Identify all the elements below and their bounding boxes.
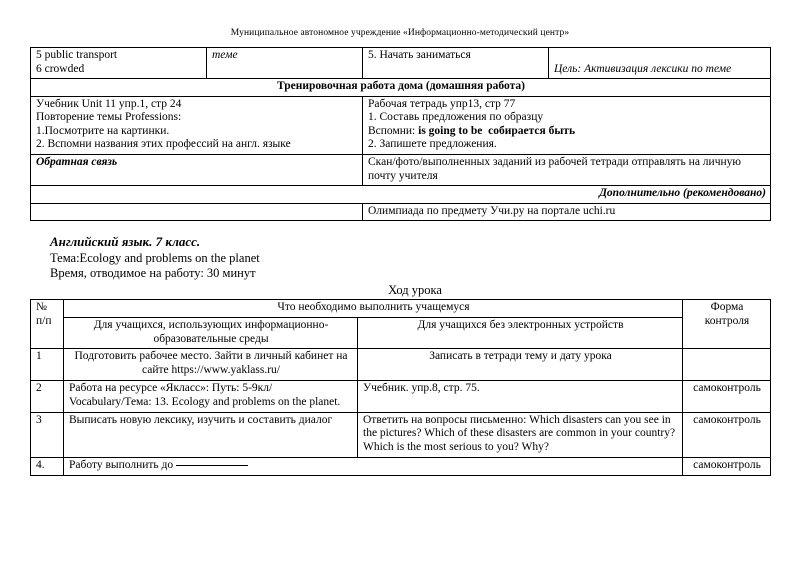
row-number: 1 (31, 349, 64, 381)
column-header-control (683, 300, 771, 349)
nondigital-task-line-3: Which is the most serious to you? Why? (363, 441, 549, 454)
table-row (31, 186, 771, 204)
digital-header-line-1: Для учащихся, использующих информационно- (93, 318, 329, 331)
feedback-label: Обратная связь (31, 154, 363, 185)
control-cell: самоконтроль (683, 412, 771, 457)
goal-cell (549, 48, 771, 79)
row-number: 2 (31, 381, 64, 413)
number-header-line-2: п/п (36, 314, 52, 327)
subcolumn-header-nondigital: Для учащихся без электронных устройств (358, 317, 683, 349)
textbook-task-cell (31, 96, 363, 154)
table-row (31, 458, 771, 476)
nondigital-task-line-1: Записать в тетради тему и дату урока (429, 350, 612, 363)
subject-and-grade: Английский язык. 7 класс. (50, 234, 201, 250)
goal-text: Цель: Активизация лексики по теме (554, 62, 732, 75)
lesson-info-block (30, 234, 770, 282)
column-header-tasks: Что необходимо выполнить учащемуся (64, 300, 683, 318)
nondigital-task-cell (358, 349, 683, 381)
nondigital-task-cell (358, 381, 683, 413)
lesson-duration: Время, отводимое на работу: 30 минут (50, 266, 256, 281)
nondigital-task-line-2: the pictures? Which of these disasters are common in your country? (363, 427, 676, 440)
nondigital-task-line-1: Ответить на вопросы письменно: Which disasters can you see in (363, 413, 671, 426)
theme-cell: теме (207, 48, 363, 79)
task-5-cell: 5. Начать заниматься (363, 48, 549, 79)
lesson-flow-title: Ход урока (388, 283, 442, 298)
textbook-ref: Учебник Unit 11 упр.1, стр 24 (36, 97, 182, 110)
grammar-hint (368, 125, 766, 139)
feedback-instructions-cell (363, 154, 771, 185)
table-subheader-row (31, 317, 771, 349)
workbook-instruction-2: 2. Запишете предложения. (368, 138, 497, 151)
digital-task-line-2: Vocabulary/Тема: 13. Ecology and problems on the planet. (69, 395, 341, 408)
nondigital-task-cell (358, 412, 683, 457)
row-number: 4. (31, 458, 64, 476)
control-cell: самоконтроль (683, 458, 771, 476)
organization-header: Муниципальное автономное учреждение «Информационно-методический центр» (230, 28, 570, 38)
table-row (31, 96, 771, 154)
digital-header-line-2: образовательные среды (153, 332, 269, 345)
digital-task-line-2: сайте https://www.yaklass.ru/ (141, 364, 280, 377)
subcolumn-header-digital (64, 317, 358, 349)
homework-table (30, 47, 771, 221)
digital-task-cell (64, 349, 358, 381)
control-header-line-1: Форма (710, 301, 744, 314)
column-header-number (31, 300, 64, 349)
control-header-line-2: контроля (704, 314, 750, 327)
digital-task-line-1: Работа на ресурсе «Якласс»: Путь: 5-9кл/ (69, 382, 273, 395)
table-row (31, 203, 771, 221)
feedback-line-1: Скан/фото/выполненных заданий из рабочей тетради отправлять на личную (368, 155, 741, 168)
workbook-instruction-1: 1. Составь предложения по образцу (368, 111, 544, 124)
grammar-hint-russian: собирается быть (488, 124, 576, 137)
grammar-hint-english: is going to be (418, 124, 483, 137)
deadline-label: Работу выполнить до (69, 459, 174, 472)
vocab-word-5: 5 public transport (36, 49, 118, 61)
table-row (31, 349, 771, 381)
row-number: 3 (31, 412, 64, 457)
table-row (31, 381, 771, 413)
nondigital-task-line-1: Учебник. упр.8, стр. 75. (363, 382, 480, 395)
control-cell (683, 349, 771, 381)
empty-cell (31, 203, 363, 221)
additional-recommended-label: Дополнительно (рекомендовано) (31, 186, 771, 204)
workbook-ref: Рабочая тетрадь упр13, стр 77 (368, 97, 516, 110)
grammar-hint-prefix: Вспомни: (368, 124, 419, 137)
deadline-cell (64, 458, 683, 476)
deadline-blank-field[interactable] (176, 465, 248, 466)
number-header-line-1: № (36, 301, 47, 314)
digital-task-line-1: Выписать новую лексику, изучить и составить диалог (69, 413, 333, 426)
table-header-row (31, 300, 771, 318)
table-row (31, 154, 771, 185)
table-row (31, 79, 771, 97)
feedback-line-2: почту учителя (368, 169, 438, 182)
lesson-topic: Тема:Ecology and problems on the planet (50, 250, 260, 265)
table-row (31, 48, 771, 79)
digital-task-line-1: Подготовить рабочее место. Зайти в личный кабинет на (74, 350, 348, 363)
digital-task-cell (64, 412, 358, 457)
olympiad-cell: Олимпиада по предмету Учи.ру на портале uchi.ru (363, 203, 771, 221)
control-cell: самоконтроль (683, 381, 771, 413)
home-training-banner: Тренировочная работа дома (домашняя работа) (31, 79, 771, 97)
instruction-1: 1.Посмотрите на картинки. (36, 124, 170, 137)
lesson-flow-table (30, 299, 771, 476)
vocab-words-cell (31, 48, 207, 79)
instruction-2: 2. Вспомни названия этих профессий на англ. языке (36, 138, 291, 151)
professions-review: Повторение темы Professions: (36, 111, 182, 124)
digital-task-cell (64, 381, 358, 413)
workbook-task-cell (363, 96, 771, 154)
table-row (31, 412, 771, 457)
vocab-word-6: 6 crowded (36, 62, 85, 75)
